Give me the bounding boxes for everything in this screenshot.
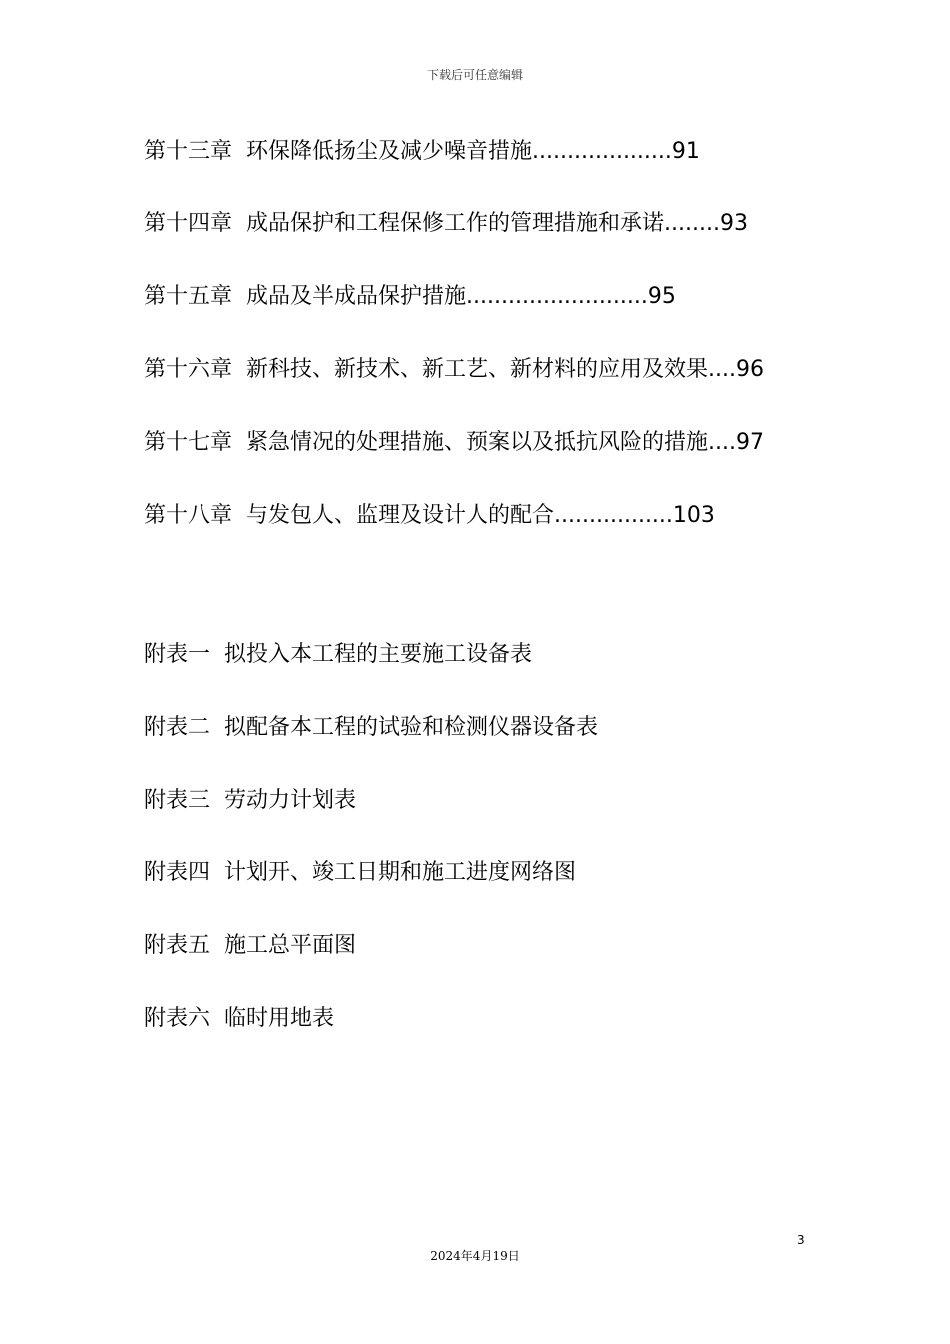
toc-entry-label: 附表一 bbox=[144, 642, 211, 667]
toc-entry-label: 第十七章 bbox=[144, 430, 233, 455]
toc-entry-appendix-1[interactable] bbox=[144, 640, 532, 670]
toc-entry-chapter-17[interactable] bbox=[144, 428, 764, 458]
toc-entry-title: 环保降低扬尘及减少噪音措施 bbox=[246, 139, 533, 164]
toc-entry-leader: ........ bbox=[664, 211, 720, 236]
toc-entry-label: 附表五 bbox=[144, 933, 211, 958]
toc-entry-label: 附表三 bbox=[144, 788, 211, 813]
toc-entry-title: 紧急情况的处理措施、预案以及抵抗风险的措施 bbox=[246, 430, 709, 455]
toc-entry-label: 附表四 bbox=[144, 860, 211, 885]
toc-entry-title: 拟投入本工程的主要施工设备表 bbox=[224, 642, 533, 667]
toc-entry-title: 与发包人、监理及设计人的配合 bbox=[246, 503, 555, 528]
toc-entry-chapter-18[interactable] bbox=[144, 501, 715, 531]
toc-entry-label: 第十三章 bbox=[144, 139, 233, 164]
toc-entry-chapter-13[interactable] bbox=[144, 137, 700, 167]
toc-entry-appendix-3[interactable] bbox=[144, 786, 356, 816]
toc-entry-leader: ................. bbox=[554, 503, 673, 528]
toc-entry-label: 第十六章 bbox=[144, 357, 233, 382]
toc-entry-title: 临时用地表 bbox=[224, 1006, 335, 1031]
toc-entry-page: 97 bbox=[736, 430, 765, 455]
toc-entry-leader: .................... bbox=[532, 139, 672, 164]
toc-entry-page: 95 bbox=[647, 284, 676, 309]
toc-entry-label: 附表六 bbox=[144, 1006, 211, 1031]
toc-entry-chapter-16[interactable] bbox=[144, 355, 764, 385]
page-number: 3 bbox=[797, 1233, 805, 1247]
toc-entry-leader: .......................... bbox=[466, 284, 648, 309]
toc-entry-appendix-6[interactable] bbox=[144, 1004, 334, 1034]
toc-entry-title: 新科技、新技术、新工艺、新材料的应用及效果 bbox=[246, 357, 709, 382]
toc-entry-title: 成品保护和工程保修工作的管理措施和承诺 bbox=[246, 211, 665, 236]
toc-entry-title: 施工总平面图 bbox=[224, 933, 357, 958]
toc-entry-title: 计划开、竣工日期和施工进度网络图 bbox=[224, 860, 577, 885]
toc-entry-label: 第十五章 bbox=[144, 284, 233, 309]
toc-entry-page: 103 bbox=[672, 503, 715, 528]
toc-entry-appendix-4[interactable] bbox=[144, 858, 576, 888]
toc-entry-leader: .... bbox=[708, 357, 737, 382]
toc-entry-appendix-5[interactable] bbox=[144, 931, 356, 961]
toc-entry-label: 第十八章 bbox=[144, 503, 233, 528]
toc-entry-page: 91 bbox=[671, 139, 700, 164]
toc-entry-appendix-2[interactable] bbox=[144, 713, 598, 743]
toc-entry-chapter-14[interactable] bbox=[144, 209, 748, 239]
footer-date: 2024年4月19日 bbox=[430, 1249, 520, 1263]
toc-entry-label: 附表二 bbox=[144, 715, 211, 740]
toc-entry-title: 成品及半成品保护措施 bbox=[246, 284, 467, 309]
toc-entry-title: 拟配备本工程的试验和检测仪器设备表 bbox=[224, 715, 599, 740]
toc-entry-title: 劳动力计划表 bbox=[224, 788, 357, 813]
toc-entry-leader: .... bbox=[708, 430, 737, 455]
toc-entry-chapter-15[interactable] bbox=[144, 282, 676, 312]
toc-entry-page: 96 bbox=[736, 357, 765, 382]
toc-entry-label: 第十四章 bbox=[144, 211, 233, 236]
page-header: 下载后可任意编辑 bbox=[426, 68, 523, 82]
toc-entry-page: 93 bbox=[719, 211, 748, 236]
